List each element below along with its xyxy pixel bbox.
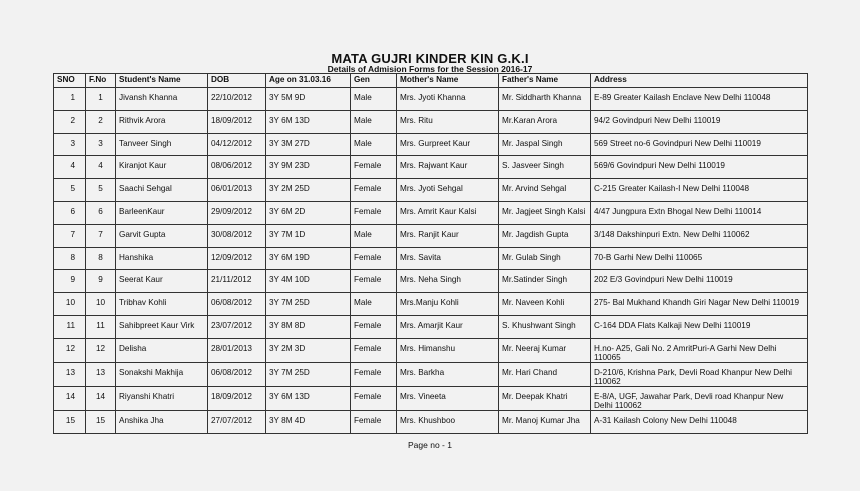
- cell-dob: 30/08/2012: [208, 224, 266, 247]
- cell-address: 70-B Garhi New Delhi 110065: [591, 247, 808, 270]
- cell-fno: 15: [86, 410, 116, 433]
- cell-student-name: Rithvik Arora: [116, 110, 208, 133]
- cell-father-name: Mr. Jagdish Gupta: [499, 224, 591, 247]
- cell-fno: 1: [86, 88, 116, 111]
- cell-address: 569/6 Govindpuri New Delhi 110019: [591, 156, 808, 179]
- cell-student-name: Kiranjot Kaur: [116, 156, 208, 179]
- cell-fno: 2: [86, 110, 116, 133]
- cell-student-name: Sahibpreet Kaur Virk: [116, 315, 208, 338]
- table-row: [54, 362, 808, 386]
- cell-sno: 7: [54, 224, 86, 247]
- cell-mother-name: Mrs. Gurpreet Kaur: [397, 133, 499, 156]
- cell-sno: 2: [54, 110, 86, 133]
- document-subtitle: Details of Admision Forms for the Session 2016-17: [327, 64, 533, 74]
- cell-sno: 11: [54, 315, 86, 338]
- cell-fno: 13: [86, 362, 116, 386]
- cell-father-name: Mr. Deepak Khatri: [499, 386, 591, 410]
- cell-father-name: Mr. Jagjeet Singh Kalsi: [499, 201, 591, 224]
- header-sno: SNO: [54, 74, 86, 88]
- cell-sno: 4: [54, 156, 86, 179]
- cell-father-name: Mr.Karan Arora: [499, 110, 591, 133]
- cell-gender: Female: [351, 338, 397, 362]
- cell-gender: Male: [351, 110, 397, 133]
- cell-age: 3Y 6M 19D: [266, 247, 351, 270]
- header-gender: Gen: [351, 74, 397, 88]
- cell-mother-name: Mrs. Jyoti Khanna: [397, 88, 499, 111]
- cell-gender: Male: [351, 293, 397, 316]
- table-row: [54, 247, 808, 270]
- cell-fno: 14: [86, 386, 116, 410]
- cell-fno: 11: [86, 315, 116, 338]
- cell-sno: 3: [54, 133, 86, 156]
- table-row: [54, 386, 808, 410]
- cell-address: 275- Bal Mukhand Khandh Giri Nagar New Delhi 110019: [591, 293, 808, 316]
- cell-age: 3Y 8M 4D: [266, 410, 351, 433]
- table-row: [54, 179, 808, 202]
- cell-address: C-215 Greater Kailash-I New Delhi 110048: [591, 179, 808, 202]
- cell-mother-name: Mrs. Jyoti Sehgal: [397, 179, 499, 202]
- cell-dob: 29/09/2012: [208, 201, 266, 224]
- cell-student-name: Riyanshi Khatri: [116, 386, 208, 410]
- cell-address: A-31 Kailash Colony New Delhi 110048: [591, 410, 808, 433]
- cell-father-name: Mr. Hari Chand: [499, 362, 591, 386]
- cell-fno: 9: [86, 270, 116, 293]
- cell-gender: Female: [351, 315, 397, 338]
- cell-dob: 06/08/2012: [208, 362, 266, 386]
- header-fno: F.No: [86, 74, 116, 88]
- table-body: [54, 88, 808, 434]
- cell-father-name: Mr. Gulab Singh: [499, 247, 591, 270]
- cell-gender: Female: [351, 362, 397, 386]
- cell-sno: 10: [54, 293, 86, 316]
- cell-gender: Female: [351, 201, 397, 224]
- cell-mother-name: Mrs. Savita: [397, 247, 499, 270]
- cell-father-name: Mr. Jaspal Singh: [499, 133, 591, 156]
- cell-address: 3/148 Dakshinpuri Extn. New Delhi 110062: [591, 224, 808, 247]
- cell-gender: Female: [351, 247, 397, 270]
- cell-fno: 5: [86, 179, 116, 202]
- cell-student-name: Seerat Kaur: [116, 270, 208, 293]
- cell-gender: Female: [351, 156, 397, 179]
- cell-gender: Female: [351, 270, 397, 293]
- admission-table: [53, 73, 808, 434]
- page-number: Page no - 1: [408, 440, 452, 450]
- cell-father-name: Mr.Satinder Singh: [499, 270, 591, 293]
- table-row: [54, 410, 808, 433]
- cell-sno: 6: [54, 201, 86, 224]
- cell-sno: 1: [54, 88, 86, 111]
- cell-age: 3Y 7M 25D: [266, 362, 351, 386]
- table-row: [54, 110, 808, 133]
- cell-father-name: Mr. Naveen Kohli: [499, 293, 591, 316]
- table-header: [54, 74, 808, 88]
- cell-student-name: Sonakshi Makhija: [116, 362, 208, 386]
- cell-age: 3Y 6M 2D: [266, 201, 351, 224]
- table-row: [54, 293, 808, 316]
- cell-student-name: Garvit Gupta: [116, 224, 208, 247]
- cell-age: 3Y 4M 10D: [266, 270, 351, 293]
- cell-address: C-164 DDA Flats Kalkaji New Delhi 110019: [591, 315, 808, 338]
- cell-age: 3Y 7M 25D: [266, 293, 351, 316]
- cell-sno: 14: [54, 386, 86, 410]
- cell-student-name: Hanshika: [116, 247, 208, 270]
- cell-mother-name: Mrs. Barkha: [397, 362, 499, 386]
- cell-fno: 8: [86, 247, 116, 270]
- table-row: [54, 133, 808, 156]
- cell-mother-name: Mrs. Himanshu: [397, 338, 499, 362]
- cell-father-name: S. Khushwant Singh: [499, 315, 591, 338]
- cell-mother-name: Mrs. Amarjit Kaur: [397, 315, 499, 338]
- cell-dob: 18/09/2012: [208, 110, 266, 133]
- cell-student-name: Tanveer Singh: [116, 133, 208, 156]
- cell-dob: 23/07/2012: [208, 315, 266, 338]
- cell-sno: 5: [54, 179, 86, 202]
- table-row: [54, 315, 808, 338]
- cell-mother-name: Mrs. Rajwant Kaur: [397, 156, 499, 179]
- header-father-name: Father's Name: [499, 74, 591, 88]
- cell-father-name: S. Jasveer Singh: [499, 156, 591, 179]
- cell-dob: 08/06/2012: [208, 156, 266, 179]
- cell-dob: 22/10/2012: [208, 88, 266, 111]
- cell-fno: 12: [86, 338, 116, 362]
- cell-sno: 13: [54, 362, 86, 386]
- cell-address: 4/47 Jungpura Extn Bhogal New Delhi 110014: [591, 201, 808, 224]
- header-student-name: Student's Name: [116, 74, 208, 88]
- cell-dob: 21/11/2012: [208, 270, 266, 293]
- cell-age: 3Y 6M 13D: [266, 110, 351, 133]
- cell-mother-name: Mrs.Manju Kohli: [397, 293, 499, 316]
- cell-dob: 28/01/2013: [208, 338, 266, 362]
- cell-dob: 06/01/2013: [208, 179, 266, 202]
- cell-address: 569 Street no-6 Govindpuri New Delhi 110019: [591, 133, 808, 156]
- header-dob: DOB: [208, 74, 266, 88]
- cell-mother-name: Mrs. Vineeta: [397, 386, 499, 410]
- header-mother-name: Mother's Name: [397, 74, 499, 88]
- cell-age: 3Y 3M 27D: [266, 133, 351, 156]
- cell-father-name: Mr. Arvind Sehgal: [499, 179, 591, 202]
- cell-sno: 15: [54, 410, 86, 433]
- table-row: [54, 338, 808, 362]
- cell-gender: Male: [351, 224, 397, 247]
- cell-dob: 18/09/2012: [208, 386, 266, 410]
- cell-dob: 12/09/2012: [208, 247, 266, 270]
- cell-fno: 6: [86, 201, 116, 224]
- cell-mother-name: Mrs. Ritu: [397, 110, 499, 133]
- header-row: [54, 74, 808, 88]
- cell-dob: 06/08/2012: [208, 293, 266, 316]
- cell-age: 3Y 2M 25D: [266, 179, 351, 202]
- cell-fno: 4: [86, 156, 116, 179]
- cell-sno: 12: [54, 338, 86, 362]
- cell-sno: 8: [54, 247, 86, 270]
- cell-address: H.no- A25, Gali No. 2 AmritPuri-A Garhi New Delhi 110065: [591, 338, 808, 362]
- cell-mother-name: Mrs. Ranjit Kaur: [397, 224, 499, 247]
- cell-age: 3Y 9M 23D: [266, 156, 351, 179]
- cell-dob: 27/07/2012: [208, 410, 266, 433]
- cell-mother-name: Mrs. Neha Singh: [397, 270, 499, 293]
- cell-sno: 9: [54, 270, 86, 293]
- cell-fno: 10: [86, 293, 116, 316]
- cell-mother-name: Mrs. Khushboo: [397, 410, 499, 433]
- cell-dob: 04/12/2012: [208, 133, 266, 156]
- table-row: [54, 270, 808, 293]
- cell-father-name: Mr. Siddharth Khanna: [499, 88, 591, 111]
- cell-gender: Female: [351, 179, 397, 202]
- cell-age: 3Y 6M 13D: [266, 386, 351, 410]
- table-row: [54, 224, 808, 247]
- cell-gender: Female: [351, 386, 397, 410]
- table-row: [54, 201, 808, 224]
- cell-mother-name: Mrs. Amrit Kaur Kalsi: [397, 201, 499, 224]
- cell-address: D-210/6, Krishna Park, Devli Road Khanpur New Delhi 110062: [591, 362, 808, 386]
- cell-fno: 7: [86, 224, 116, 247]
- document-title: MATA GUJRI KINDER KIN G.K.I: [331, 51, 529, 66]
- cell-gender: Male: [351, 88, 397, 111]
- cell-student-name: BarleenKaur: [116, 201, 208, 224]
- cell-father-name: Mr. Neeraj Kumar: [499, 338, 591, 362]
- cell-address: 202 E/3 Govindpuri New Delhi 110019: [591, 270, 808, 293]
- cell-student-name: Anshika Jha: [116, 410, 208, 433]
- cell-address: 94/2 Govindpuri New Delhi 110019: [591, 110, 808, 133]
- cell-address: E-8/A, UGF, Jawahar Park, Devli road Khanpur New Delhi 110062: [591, 386, 808, 410]
- cell-student-name: Tribhav Kohli: [116, 293, 208, 316]
- cell-student-name: Saachi Sehgal: [116, 179, 208, 202]
- cell-address: E-89 Greater Kailash Enclave New Delhi 110048: [591, 88, 808, 111]
- cell-gender: Female: [351, 410, 397, 433]
- cell-fno: 3: [86, 133, 116, 156]
- header-age: Age on 31.03.16: [266, 74, 351, 88]
- cell-age: 3Y 7M 1D: [266, 224, 351, 247]
- cell-student-name: Delisha: [116, 338, 208, 362]
- cell-age: 3Y 8M 8D: [266, 315, 351, 338]
- cell-student-name: Jivansh Khanna: [116, 88, 208, 111]
- table-row: [54, 88, 808, 111]
- cell-age: 3Y 2M 3D: [266, 338, 351, 362]
- header-address: Address: [591, 74, 808, 88]
- cell-father-name: Mr. Manoj Kumar Jha: [499, 410, 591, 433]
- cell-gender: Male: [351, 133, 397, 156]
- cell-age: 3Y 5M 9D: [266, 88, 351, 111]
- table-row: [54, 156, 808, 179]
